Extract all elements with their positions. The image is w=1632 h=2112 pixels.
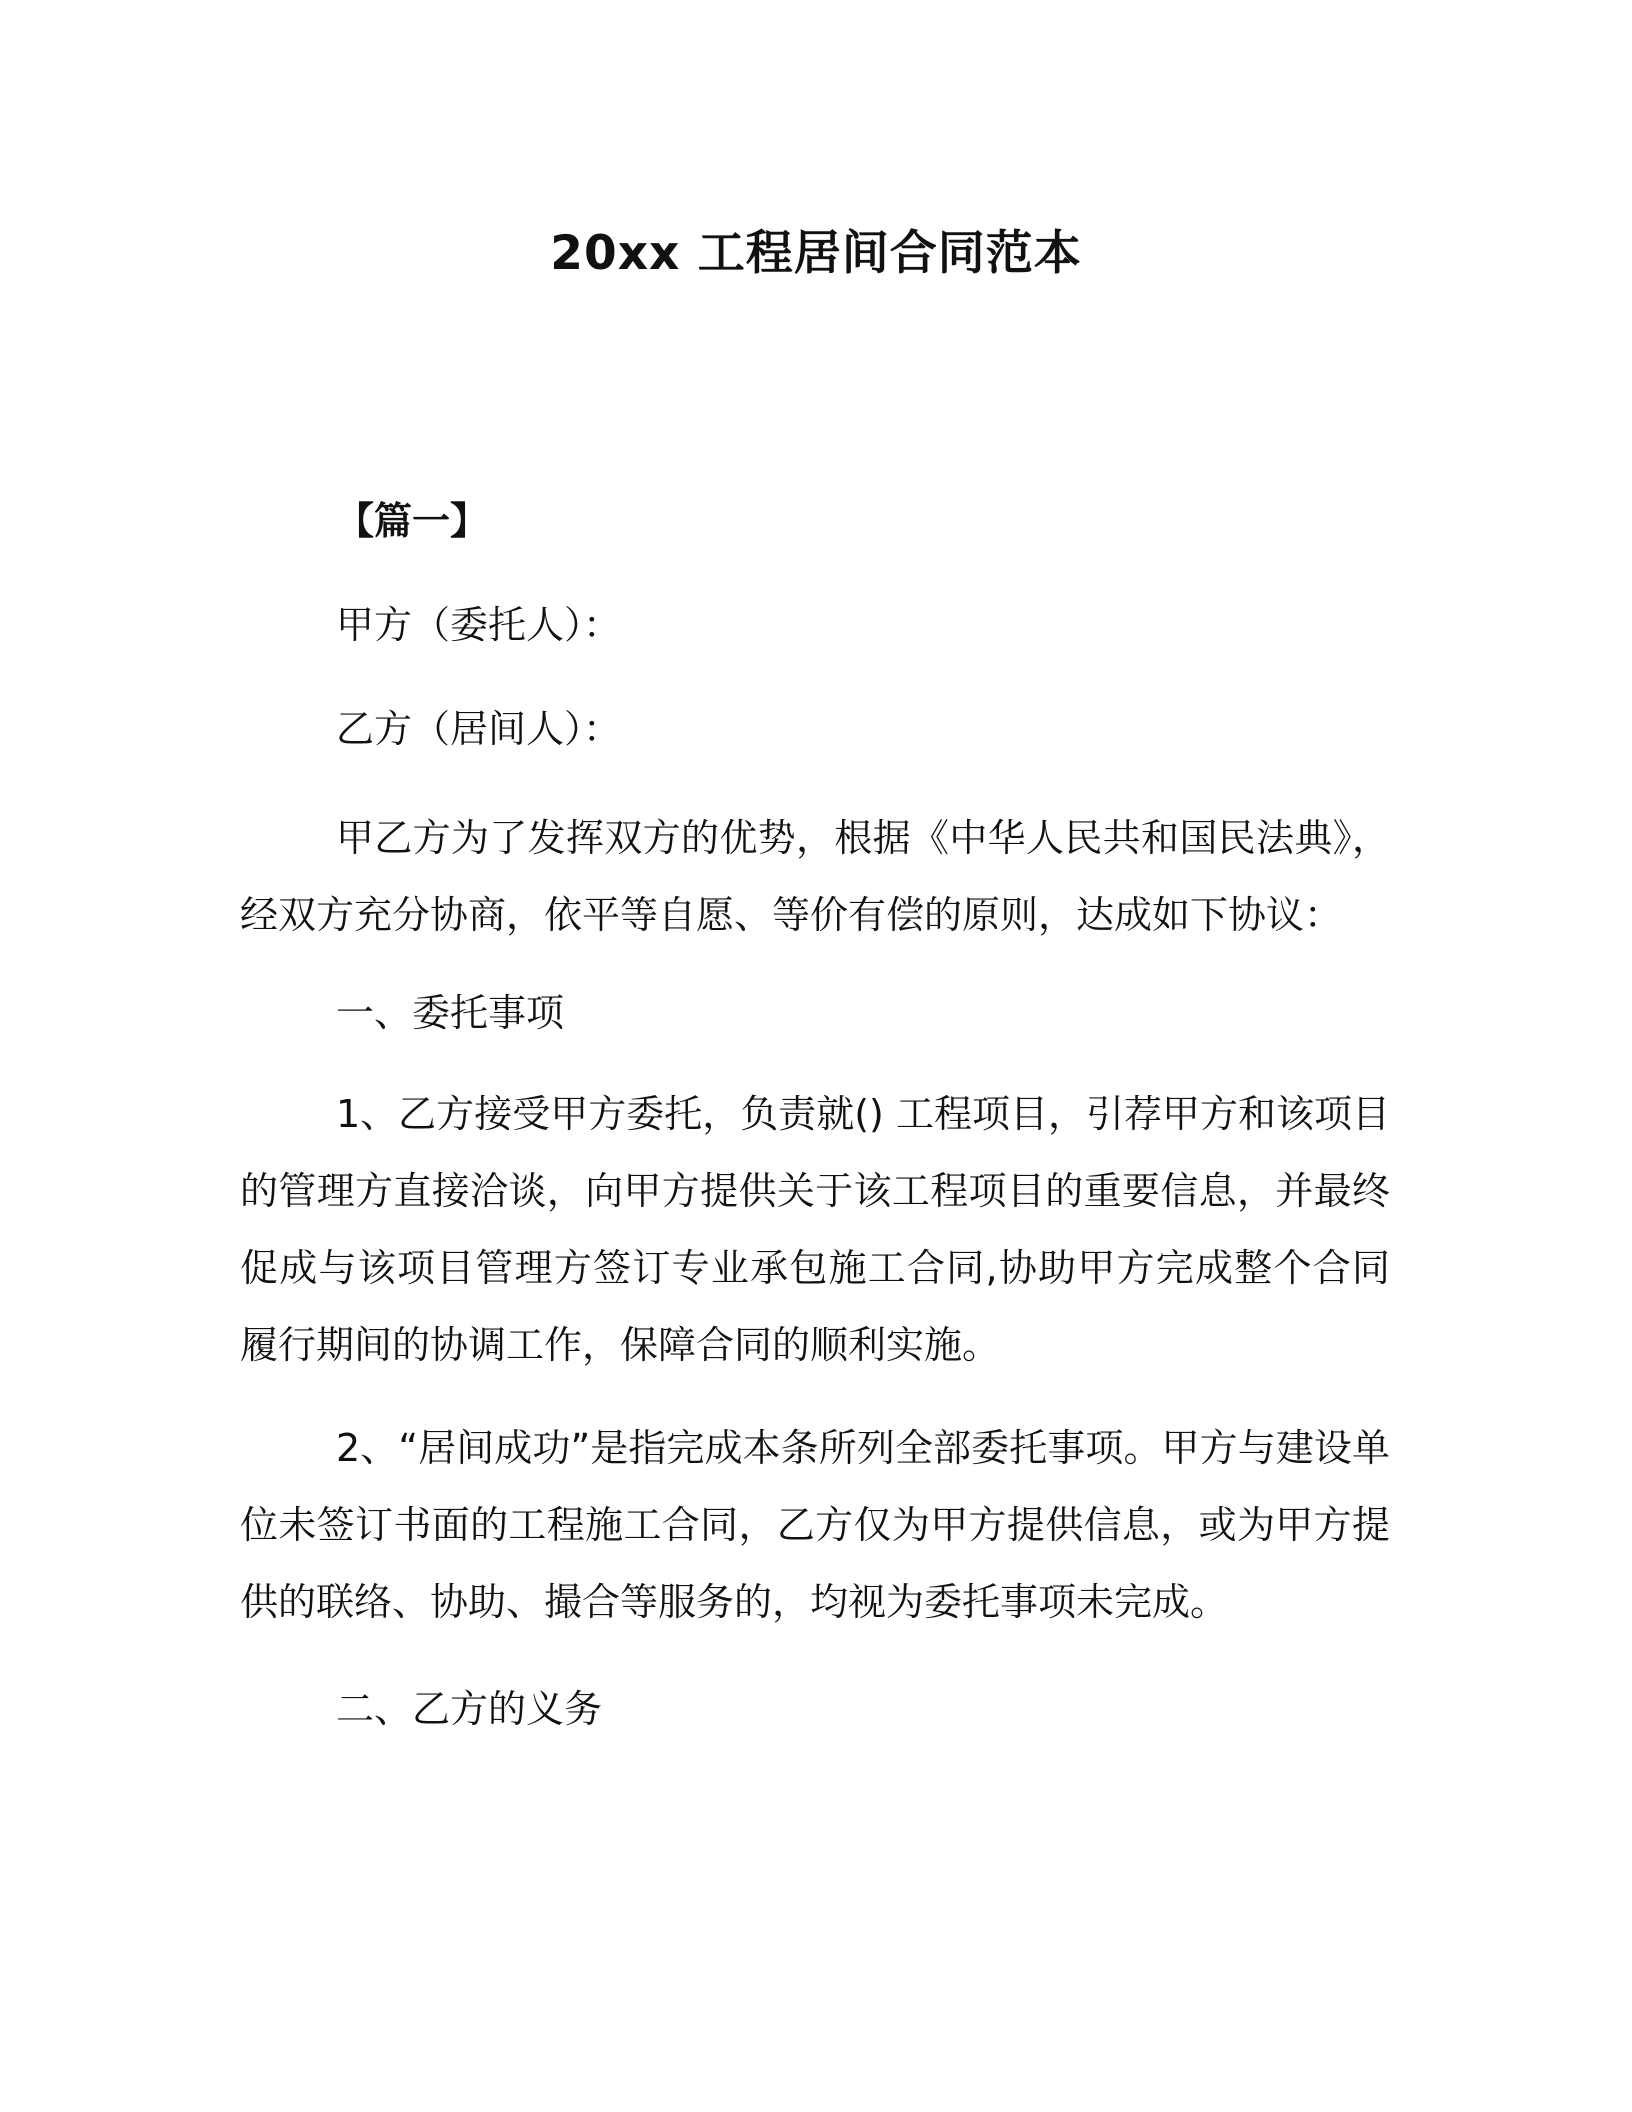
section-heading-2: 二、乙方的义务 xyxy=(336,1687,603,1731)
clause-1-paragraph: 1、乙方接受甲方委托，负责就() 工程项目，引荐甲方和该项目的管理方直接洽谈，向甲方提供关于该工程项目的重要信息，并最终促成与该项目管理方签订专业承包施工合同,协助甲方完成整个合同履行期间的协调工作，保障合同的顺利实施。 xyxy=(240,1092,1390,1367)
party-a-line: 甲方（委托人）： xyxy=(336,603,622,647)
preamble-paragraph: 甲乙方为了发挥双方的优势，根据《中华人民共和国民法典》，经双方充分协商，依平等自愿、等价有偿的原则，达成如下协议： xyxy=(240,816,1390,937)
section-heading-1: 一、委托事项 xyxy=(336,991,565,1035)
section-label: 【篇一】 xyxy=(336,499,489,543)
document-title: 20xx 工程居间合同范本 xyxy=(550,226,1082,281)
party-b-line: 乙方（居间人）： xyxy=(336,707,622,751)
clause-2-paragraph: 2、“居间成功”是指完成本条所列全部委托事项。甲方与建设单位未签订书面的工程施工合同，乙方仅为甲方提供信息，或为甲方提供的联络、协助、撮合等服务的，均视为委托事项未完成。 xyxy=(240,1426,1390,1624)
